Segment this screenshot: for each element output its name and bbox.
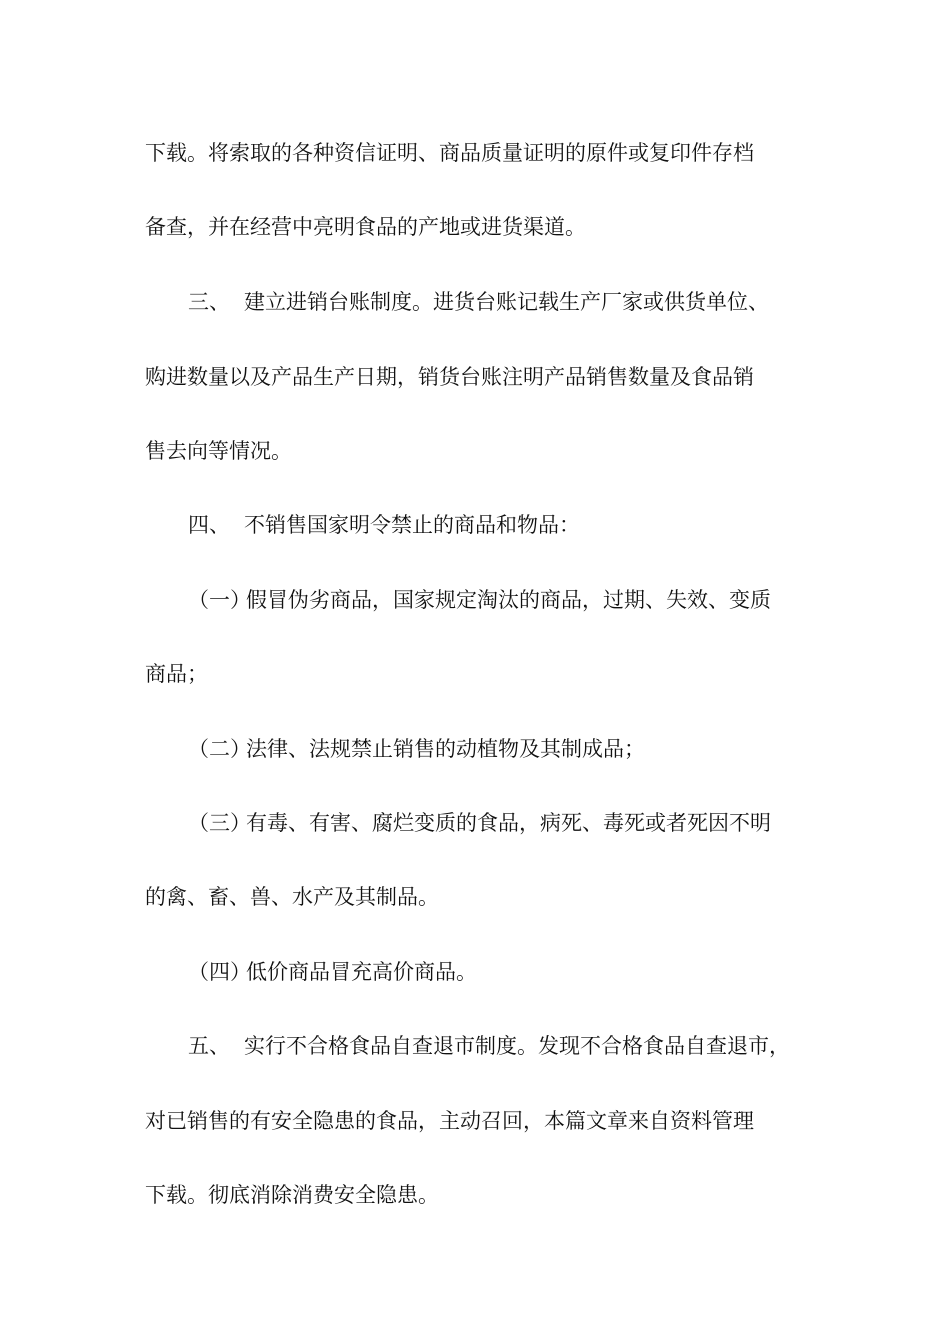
list-item-line	[188, 952, 868, 992]
list-item-line	[188, 803, 868, 843]
paragraph-line	[145, 654, 825, 694]
section-5-text: 实行不合格食品自查退市制度。发现不合格食品自查退市，	[244, 1034, 790, 1058]
section-5-heading-line	[188, 1026, 868, 1066]
item-3-marker: （三）	[188, 811, 251, 835]
paragraph-line	[145, 133, 825, 173]
paragraph-line	[145, 207, 825, 247]
paragraph-text: 备查，并在经营中亮明食品的产地或进货渠道。	[145, 215, 586, 239]
list-item-line	[188, 729, 868, 769]
section-3-text: 建立进销台账制度。进货台账记载生产厂家或供货单位、	[244, 290, 769, 314]
item-4-text: 低价商品冒充高价商品。	[246, 960, 477, 984]
paragraph-text: 商品；	[145, 662, 208, 686]
section-4-heading-line	[188, 505, 868, 545]
paragraph-text: 下载。彻底消除消费安全隐患。	[145, 1183, 439, 1207]
paragraph-text: 对已销售的有安全隐患的食品，主动召回，本篇文章来自资料管理	[145, 1109, 754, 1133]
section-3-marker: 三、	[188, 290, 230, 314]
item-3-text: 有毒、有害、腐烂变质的食品，病死、毒死或者死因不明	[246, 811, 771, 835]
paragraph-line	[145, 431, 825, 471]
item-1-marker: （一）	[188, 588, 251, 612]
item-4-marker: （四）	[188, 960, 251, 984]
section-4-text: 不销售国家明令禁止的商品和物品：	[244, 513, 580, 537]
section-5-marker: 五、	[188, 1034, 230, 1058]
list-item-line	[188, 580, 868, 620]
paragraph-text: 售去向等情况。	[145, 439, 292, 463]
item-1-text: 假冒伪劣商品，国家规定淘汰的商品，过期、失效、变质	[246, 588, 771, 612]
paragraph-line	[145, 1101, 825, 1141]
paragraph-text: 购进数量以及产品生产日期，销货台账注明产品销售数量及食品销	[145, 365, 754, 389]
paragraph-text: 下载。将索取的各种资信证明、商品质量证明的原件或复印件存档	[145, 141, 754, 165]
section-3-heading-line	[188, 282, 868, 322]
paragraph-line	[145, 877, 825, 917]
paragraph-line	[145, 357, 825, 397]
section-4-marker: 四、	[188, 513, 230, 537]
paragraph-text: 的禽、畜、兽、水产及其制品。	[145, 885, 439, 909]
item-2-marker: （二）	[188, 737, 251, 761]
paragraph-line	[145, 1175, 825, 1215]
item-2-text: 法律、法规禁止销售的动植物及其制成品；	[246, 737, 645, 761]
